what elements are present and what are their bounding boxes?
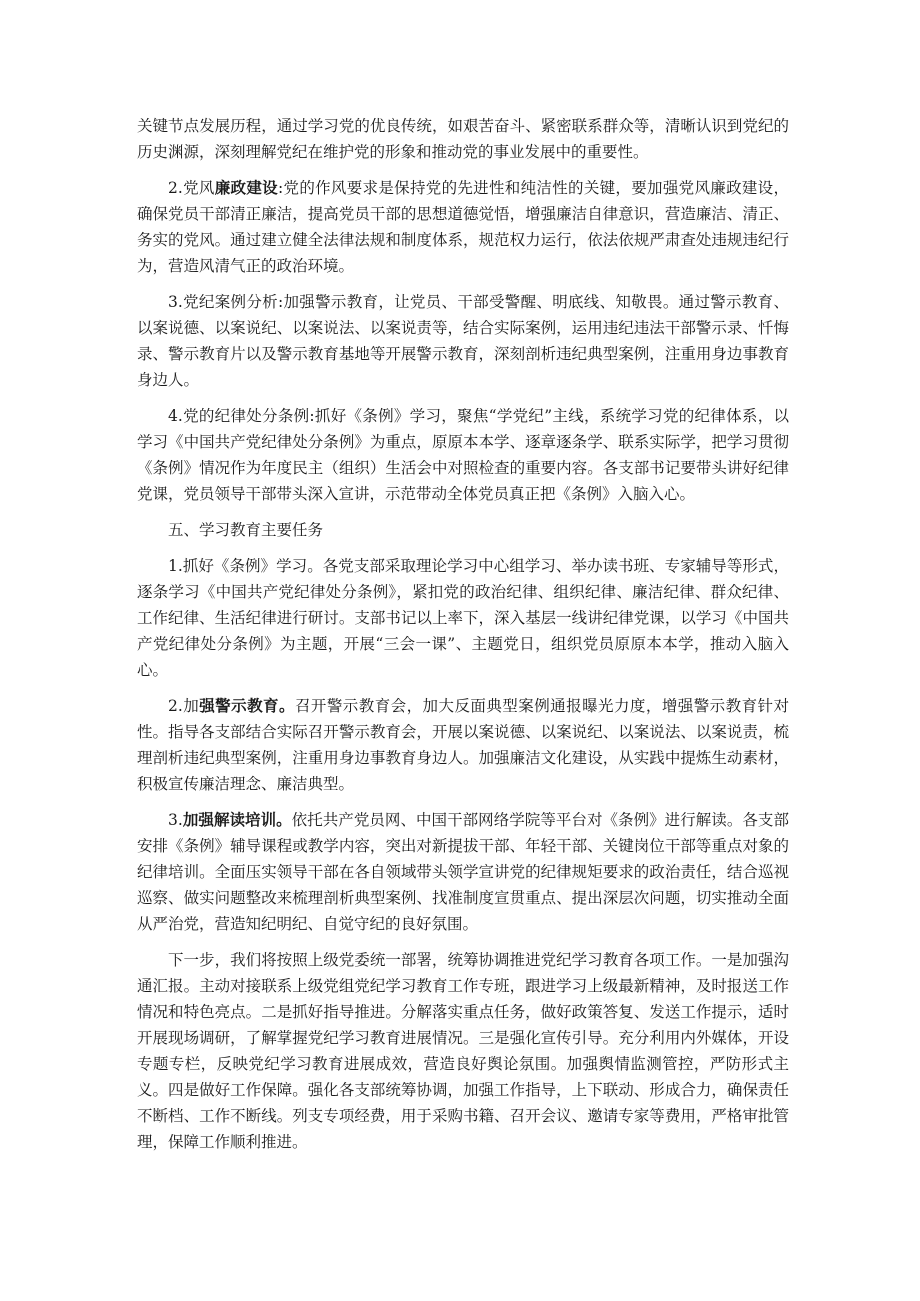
item-number: 3 (168, 293, 178, 311)
item-text: 抓好《条例》学习，聚焦“学党纪”主线，系统学习党的纪律体系，以学习《中国共产党纪律处分条例》为重点，原原本本学、逐章逐条学、联系实际学，把学习贯彻《条例》情况作为年度民主（组织）生活会中对照检查的重要内容。各支部书记要带头讲好纪律党课，党员领导干部带头深入宣讲，示范带动全体党员真正把《条例》入脑入心。 (137, 407, 789, 503)
item-number: 2 (168, 697, 178, 715)
task-study-regulations (137, 553, 789, 683)
item-text: 党的作风要求是保持党的先进性和纯洁性的关键，要加强党风廉政建设，确保党员干部清正廉洁，提高党员干部的思想道德觉悟，增强廉洁自律意识，营造廉洁、清正、务实的党风。通过建立健全法律法规和制度体系，规范权力运行，依法依规严肃查处违规违纪行为，营造风清气正的政治环境。 (137, 179, 789, 275)
item-lead-emphasis: 廉政建设 (214, 179, 278, 197)
task-interpretation-training (137, 807, 789, 937)
document-body (137, 113, 789, 1165)
item-number: 2 (168, 179, 178, 197)
item-number: 4 (168, 407, 178, 425)
item-text: 加强警示教育，让党员、干部受警醒、明底线、知敬畏。通过警示教育、以案说德、以案说纪、以案说法、以案说责等，结合实际案例，运用违纪违法干部警示录、忏悔录、警示教育片以及警示教育基地等开展警示教育，深刻剖析违纪典型案例，注重用身边事教育身边人。 (137, 293, 789, 389)
item-text: 依托共产党员网、中国干部网络学院等平台对《条例》进行解读。各支部安排《条例》辅导课程或教学内容，突出对新提拔干部、年轻干部、关键岗位干部等重点对象的纪律培训。全面压实领导干部在各自领域带头领学宣讲党的纪律规矩要求的政治责任，结合巡视巡察、做实问题整改来梳理剖析典型案例、找准制度宣贯重点、提出深层次问题，切实推动全面从严治党，营造知纪明纪、自觉守纪的良好氛围。 (137, 811, 789, 933)
item-lead: .党的纪律处分条例: (177, 407, 315, 425)
item-text: 各党支部采取理论学习中心组学习、举办读书班、专家辅导等形式，逐条学习《中国共产党纪律处分条例》，紧扣党的政治纪律、组织纪律、廉洁纪律、群众纪律、工作纪律、生活纪律进行研讨。支部书记以上率下，深入基层一线讲纪律党课，以学习《中国共产党纪律处分条例》为主题，开展“三会一课”、主题党日，组织党员原原本本学，推动入脑入心。 (137, 557, 789, 679)
item-number: 3 (168, 811, 178, 829)
paragraph-party-style (137, 175, 789, 279)
item-number: 1 (168, 557, 178, 575)
paragraph-next-steps: 下一步，我们将按照上级党委统一部署，统筹协调推进党纪学习教育各项工作。一是加强沟通汇报。主动对接联系上级党组党纪学习教育工作专班，跟进学习上级最新精神，及时报送工作情况和特色亮点。二是抓好指导推进。分解落实重点任务，做好政策答复、发送工作提示，适时开展现场调研，了解掌握党纪学习教育进展情况。三是强化宣传引导。充分利用内外媒体，开设专题专栏，反映党纪学习教育进展成效，营造良好舆论氛围。加强舆情监测管控，严防形式主义。四是做好工作保障。强化各支部统筹协调，加强工作指导，上下联动、形成合力，确保责任不断档、工作不断线。列支专项经费，用于采购书籍、召开会议、邀请专家等费用，严格审批管理，保障工作顺利推进。 (137, 951, 789, 1151)
paragraph-regulations (137, 403, 789, 507)
item-lead: .党纪案例分析: (177, 293, 284, 311)
item-lead: .抓好《条例》学习。 (177, 557, 323, 575)
item-lead: .加 (177, 697, 200, 715)
paragraph-case-analysis (137, 289, 789, 393)
task-warning-education (137, 693, 789, 797)
item-text: 召开警示教育会，加大反面典型案例通报曝光力度，增强警示教育针对性。指导各支部结合实际召开警示教育会，开展以案说德、以案说纪、以案说法、以案说责，梳理剖析违纪典型案例，注重用身边事教育身边人。加强廉洁文化建设，从实践中提炼生动素材，积极宣传廉洁理念、廉洁典型。 (137, 697, 789, 793)
item-lead: .党风 (177, 179, 215, 197)
item-lead-emphasis: 强警示教育。 (199, 697, 295, 715)
paragraph-continuation: 关键节点发展历程，通过学习党的优良传统，如艰苦奋斗、紧密联系群众等，清晰认识到党纪的历史渊源，深刻理解党纪在维护党的形象和推动党的事业发展中的重要性。 (137, 117, 789, 161)
item-lead-emphasis: 加强解读培训。 (182, 811, 292, 829)
item-lead-colon: : (277, 179, 284, 197)
item-lead: . (177, 811, 183, 829)
section-heading: 五、学习教育主要任务 (168, 521, 324, 539)
